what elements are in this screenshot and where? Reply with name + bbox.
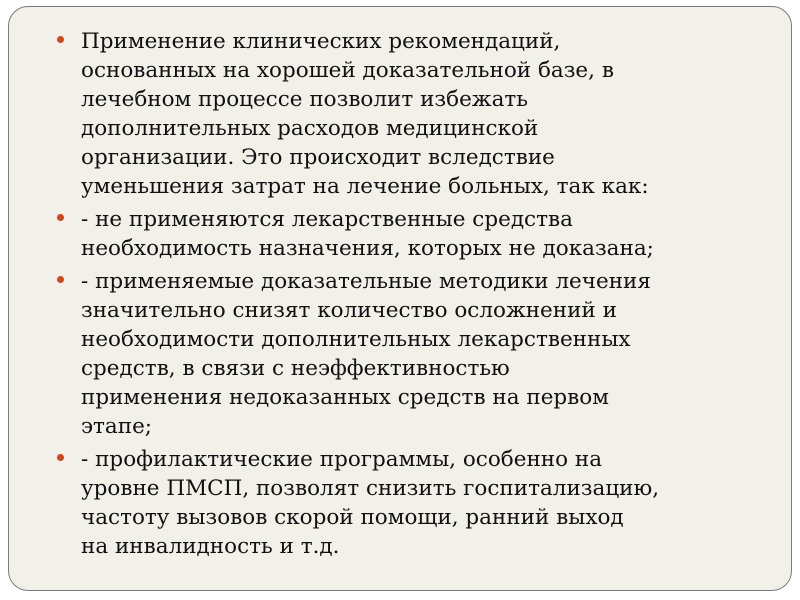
- bullet-line: - применяемые доказательные методики лечения: [81, 269, 651, 294]
- bullet-dot-icon: [57, 36, 64, 43]
- bullet-dot-icon: [57, 214, 64, 221]
- bullet-item: [55, 205, 775, 263]
- bullet-line: значительно снизят количество осложнений и: [81, 298, 617, 323]
- bullet-line: организации. Это происходит вследствие: [81, 145, 555, 170]
- bullet-line: этапе;: [81, 414, 153, 439]
- bullet-line: Применение клинических рекомендаций,: [81, 29, 561, 54]
- bullet-line: на инвалидность и т.д.: [81, 534, 340, 559]
- bullet-item: [55, 267, 775, 441]
- bullet-line: основанных на хорошей доказательной базе, в: [81, 58, 614, 83]
- bullet-line: применения недоказанных средств на первом: [81, 385, 609, 410]
- bullet-item: [55, 445, 775, 561]
- bullet-line: уменьшения затрат на лечение больных, так как:: [81, 174, 649, 199]
- bullet-line: необходимость назначения, которых не доказана;: [81, 236, 654, 261]
- bullet-line: частоту вызовов скорой помощи, ранний выход: [81, 505, 624, 530]
- bullet-line: уровне ПМСП, позволят снизить госпитализацию,: [81, 476, 660, 501]
- bullet-item: [55, 27, 775, 201]
- bullet-line: необходимости дополнительных лекарственных: [81, 327, 631, 352]
- bullet-line: дополнительных расходов медицинской: [81, 116, 539, 141]
- bullet-list: [55, 27, 775, 565]
- bullet-line: лечебном процессе позволит избежать: [81, 87, 529, 112]
- bullet-line: - не применяются лекарственные средства: [81, 207, 573, 232]
- bullet-dot-icon: [57, 454, 64, 461]
- bullet-dot-icon: [57, 276, 64, 283]
- bullet-line: - профилактические программы, особенно на: [81, 447, 603, 472]
- content-frame: [8, 6, 792, 591]
- bullet-line: средств, в связи с неэффективностью: [81, 356, 510, 381]
